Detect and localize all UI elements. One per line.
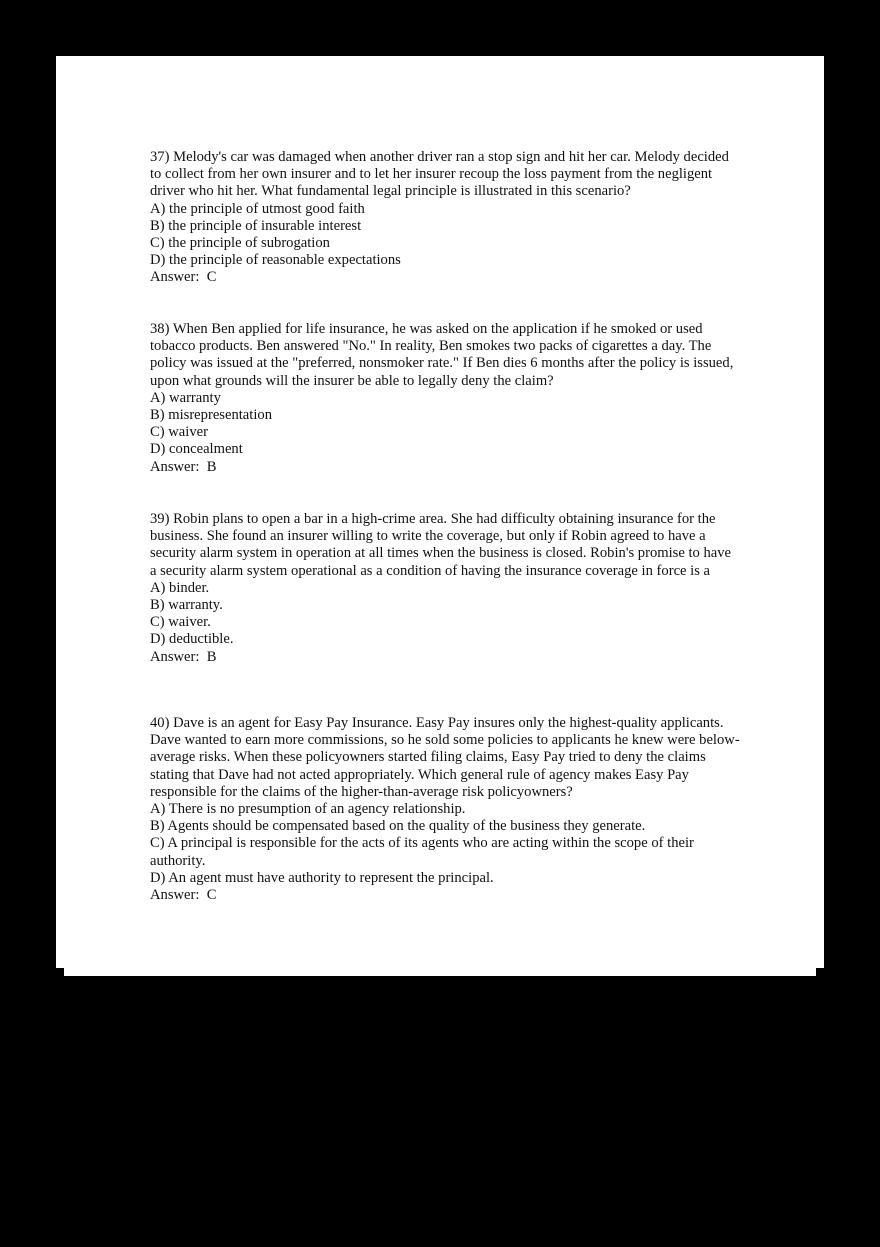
- option-d: D) An agent must have authority to represent the principal.: [150, 869, 494, 886]
- option-b: B) warranty.: [150, 597, 223, 614]
- question-39: [150, 511, 740, 666]
- question-number: 38): [150, 321, 170, 337]
- answer-key: Answer: B: [150, 648, 217, 665]
- question-text: When Ben applied for life insurance, he was asked on the application if he smoked or used tobacco products. Ben answered "No." In reality, Ben smokes two packs of cigarettes a day. The policy was issued at the "preferred, nonsmoker rate." If Ben dies 6 months after the policy is issued, upon what grounds will the insurer be able to legally deny the claim?: [150, 321, 734, 389]
- document-page-bottom-edge: [64, 968, 816, 976]
- option-a: A) the principle of utmost good faith: [150, 200, 365, 217]
- question-text: Dave is an agent for Easy Pay Insurance. Easy Pay insures only the highest-quality applicants. Dave wanted to earn more commissions, so he sold some policies to applicants he knew were below-average risks. When these policyowners started filing claims, Easy Pay tried to deny the claims stating that Dave had not acted appropriately. Which general rule of agency makes Easy Pay responsible for the claims of the higher-than-average risk policyowners?: [150, 715, 740, 800]
- question-text: Melody's car was damaged when another driver ran a stop sign and hit her car. Melody decided to collect from her own insurer and to let her insurer recoup the loss payment from the negligent driver who hit her. What fundamental legal principle is illustrated in this scenario?: [150, 149, 729, 200]
- option-d: D) deductible.: [150, 631, 234, 648]
- option-a: A) There is no presumption of an agency relationship.: [150, 801, 466, 818]
- option-c: C) waiver.: [150, 614, 211, 631]
- question-text: Robin plans to open a bar in a high-crime area. She had difficulty obtaining insurance for the business. She found an insurer willing to write the coverage, but only if Robin agreed to have a security alarm system in operation at all times when the business is closed. Robin's promise to have a security alarm system operational as a condition of having the insurance coverage in force is a: [150, 511, 731, 579]
- question-number: 37): [150, 149, 170, 165]
- question-38: [150, 321, 740, 476]
- option-a: A) warranty: [150, 389, 221, 406]
- option-b: B) Agents should be compensated based on the quality of the business they generate.: [150, 818, 646, 835]
- option-d: D) concealment: [150, 441, 243, 458]
- question-stem: [150, 511, 740, 580]
- question-stem: [150, 149, 740, 201]
- question-number: 40): [150, 715, 170, 731]
- option-b: B) misrepresentation: [150, 407, 272, 424]
- question-40: [150, 715, 740, 904]
- option-c: C) A principal is responsible for the acts of its agents who are acting within the scope of their authority.: [150, 835, 694, 869]
- answer-key: Answer: C: [150, 269, 217, 286]
- option-a: A) binder.: [150, 579, 210, 596]
- question-number: 39): [150, 511, 170, 527]
- option-d: D) the principle of reasonable expectations: [150, 252, 401, 269]
- question-stem: [150, 715, 740, 801]
- answer-key: Answer: B: [150, 458, 217, 475]
- question-stem: [150, 321, 740, 390]
- option-c: C) waiver: [150, 424, 208, 441]
- question-37: [150, 149, 740, 287]
- answer-key: Answer: C: [150, 887, 217, 904]
- option-b: B) the principle of insurable interest: [150, 217, 362, 234]
- option-c: C) the principle of subrogation: [150, 235, 330, 252]
